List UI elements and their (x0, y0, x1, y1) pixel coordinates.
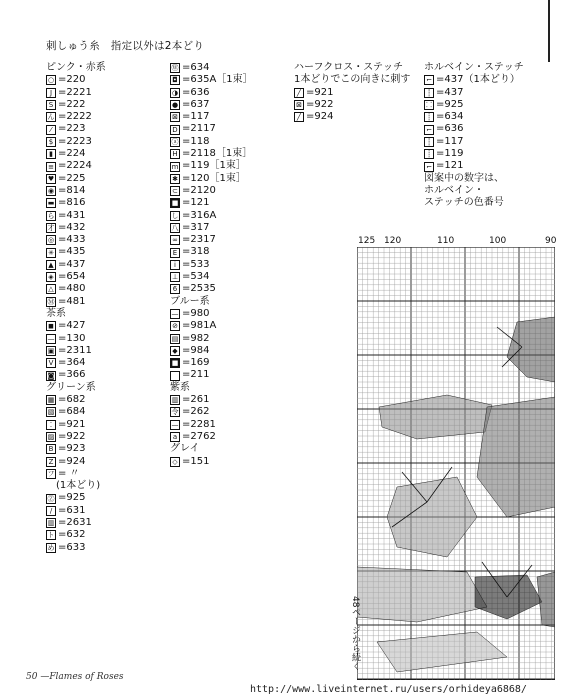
legend-item (170, 419, 253, 431)
stitch-symbol-icon: ▣ (47, 346, 55, 355)
thread-code: =984 (182, 344, 210, 356)
legend-item (46, 345, 106, 357)
thread-code: =223 (58, 123, 86, 135)
legend-item (294, 87, 410, 99)
stitch-symbol-icon: ✳ (46, 248, 56, 258)
legend-item (46, 320, 106, 332)
legend-group-heading: ピンク・赤系 (46, 62, 106, 73)
stitch-symbol-icon: し (171, 211, 179, 220)
thread-code: =432 (58, 221, 86, 233)
legend-group-heading: グレイ (170, 443, 200, 455)
stitch-symbol-icon: ん (47, 113, 55, 122)
stitch-symbol-icon: — (171, 420, 179, 429)
legend-item (46, 419, 106, 431)
stitch-symbol-icon: ⓐ (171, 137, 179, 146)
stitch-symbol-icon: ⸬ (424, 100, 434, 110)
thread-code: =816 (58, 197, 86, 209)
stitch-symbol-icon: フ (47, 469, 55, 478)
stitch-symbol-icon: ◼ (46, 321, 56, 331)
chart-grid (357, 247, 555, 680)
thread-code: =636 (436, 123, 464, 135)
thread-code: =921 (306, 86, 334, 98)
legend-item (294, 99, 410, 111)
legend-note: ホルベイン・ (424, 184, 484, 196)
legend-item (170, 136, 253, 148)
legend-group-heading: ホルベイン・ステッチ (424, 62, 524, 73)
axis-label-90: 90 (545, 236, 557, 246)
legend-item (170, 369, 253, 381)
thread-code: =682 (58, 394, 86, 406)
thread-code: =924 (58, 455, 86, 467)
legend-note: ステッチの色番号 (424, 197, 504, 209)
legend-item (424, 148, 524, 160)
stitch-symbol-icon: ◑ (171, 88, 179, 97)
thread-code: =2281 (182, 418, 216, 430)
legend-item (46, 136, 106, 148)
legend-item (170, 222, 253, 234)
thread-code: =635A［1束］ (182, 74, 253, 86)
legend-group-heading: 紫系 (170, 381, 190, 393)
thread-code: =2224 (58, 160, 92, 172)
legend-item (46, 246, 106, 258)
legend-item (46, 529, 106, 541)
thread-code: =684 (58, 406, 86, 418)
thread-code: =119［1束］ (182, 160, 246, 172)
legend-group-heading: 茶系 (46, 307, 66, 319)
stitch-symbol-icon: B (46, 444, 56, 454)
thread-code: =2223 (58, 135, 92, 147)
thread-code: =130 (58, 332, 86, 344)
legend-item (46, 222, 106, 234)
stitch-symbol-icon: ⌐ (424, 162, 434, 172)
legend-item (424, 74, 524, 86)
legend-item (46, 87, 106, 99)
legend-item (46, 369, 106, 381)
stitch-symbol-icon: ▥ (171, 396, 179, 405)
thread-code: =633 (58, 541, 86, 553)
thread-code: =318 (182, 246, 210, 258)
legend-item (170, 87, 253, 99)
stitch-symbol-icon: ▲ (46, 260, 56, 270)
stitch-symbol-icon: ┆ (424, 88, 434, 98)
legend-item (170, 160, 253, 172)
legend-column-3 (294, 62, 410, 123)
thread-code: =982 (182, 332, 210, 344)
thread-code: =2631 (58, 516, 92, 528)
legend-item (46, 111, 106, 123)
thread-code: =2120 (182, 184, 216, 196)
stitch-symbol-icon: $ (46, 137, 56, 147)
stitch-symbol-icon: Ⓦ (171, 64, 179, 73)
thread-code: =481 (58, 295, 86, 307)
thread-code: =2222 (58, 111, 92, 123)
legend-item (46, 394, 106, 406)
stitch-symbol-icon: ▦ (47, 396, 55, 405)
legend-item (424, 123, 524, 135)
stitch-symbol-icon: J (46, 88, 56, 98)
legend-item (424, 160, 524, 172)
stitch-symbol-icon: △ (46, 284, 56, 294)
legend-group-heading: 1本どりでこの向きに刺す (294, 74, 411, 86)
thread-code: =316A (182, 209, 217, 221)
legend-item (46, 283, 106, 295)
thread-code: =2762 (182, 430, 216, 442)
legend-item (294, 111, 410, 123)
legend-item (46, 406, 106, 418)
stitch-symbol-icon: ◇ (170, 457, 180, 467)
legend-item (46, 517, 106, 529)
stitch-symbol-icon: ⊂ (170, 186, 180, 196)
stitch-symbol-icon: ≡ (46, 162, 56, 172)
legend-item (46, 234, 106, 246)
thread-code: =632 (58, 529, 86, 541)
stitch-symbol-icon: ⌐ (424, 125, 434, 135)
legend-item (170, 148, 253, 160)
thread-code: =534 (182, 271, 210, 283)
legend-item (170, 320, 253, 332)
legend-item (46, 123, 106, 135)
stitch-symbol-icon: ⁄ (46, 125, 56, 135)
legend-item (170, 456, 253, 468)
stitch-symbol-icon: — (47, 334, 55, 343)
legend-item (424, 99, 524, 111)
stitch-symbol-icon: E (170, 248, 180, 258)
thread-code: =117 (182, 111, 210, 123)
thread-code: =151 (182, 455, 210, 467)
stitch-symbol-icon: ▮ (46, 149, 56, 159)
legend-item (46, 197, 106, 209)
thread-code: =121 (436, 160, 464, 172)
thread-code: =211 (182, 369, 210, 381)
legend-item (46, 431, 106, 443)
stitch-symbol-icon (170, 371, 180, 381)
axis-label-100: 100 (489, 236, 507, 246)
stitch-symbol-icon: ∞ (170, 235, 180, 245)
thread-code: =224 (58, 148, 86, 160)
stitch-symbol-icon: 令 (171, 408, 179, 417)
legend-item (424, 111, 524, 123)
legend-item (46, 492, 106, 504)
thread-code: =261 (182, 394, 210, 406)
legend-item (170, 357, 253, 369)
legend-note: (1本どり) (46, 480, 101, 492)
stitch-symbol-icon: H (170, 149, 180, 159)
thread-code: =981A (182, 320, 217, 332)
stitch-symbol-icon: ■ (171, 199, 179, 208)
thread-code: =654 (58, 271, 86, 283)
legend-item (46, 456, 106, 468)
stitch-symbol-icon: — (171, 310, 179, 319)
thread-code: =923 (58, 443, 86, 455)
thread-code: =814 (58, 184, 86, 196)
cross-stitch-chart (357, 247, 555, 680)
legend-item (46, 468, 106, 480)
thread-code: =637 (182, 98, 210, 110)
thread-code: =435 (58, 246, 86, 258)
thread-code: =169 (182, 357, 210, 369)
thread-code: =2535 (182, 283, 216, 295)
thread-code: =2221 (58, 86, 92, 98)
stitch-symbol-icon: ら (47, 211, 55, 220)
legend-item (170, 406, 253, 418)
stitch-symbol-icon: 6 (170, 284, 180, 294)
legend-item (170, 123, 253, 135)
page-title: 刺しゅう糸 指定以外は2本どり (46, 40, 205, 52)
stitch-symbol-icon: ● (171, 101, 179, 110)
thread-code: =631 (58, 504, 86, 516)
thread-code: =922 (58, 430, 86, 442)
legend-item (170, 173, 253, 185)
thread-code: =222 (58, 98, 86, 110)
legend-item (170, 99, 253, 111)
legend-column-1 (46, 62, 106, 554)
stitch-symbol-icon: ◙ (47, 371, 55, 380)
thread-code: =427 (58, 320, 86, 332)
thread-code: =437 (436, 86, 464, 98)
legend-item (46, 357, 106, 369)
stitch-symbol-icon: ト (47, 531, 55, 540)
stitch-symbol-icon: Z (46, 457, 56, 467)
thread-code: =2317 (182, 234, 216, 246)
thread-code: =925 (58, 492, 86, 504)
legend-column-4 (424, 62, 524, 210)
thread-code: =2118［1束］ (182, 148, 253, 160)
stitch-symbol-icon: ◉ (47, 187, 55, 196)
legend-item (170, 197, 253, 209)
legend-item (170, 185, 253, 197)
axis-label-125: 125 (358, 236, 376, 246)
legend-item (46, 148, 106, 160)
legend-item (46, 99, 106, 111)
thread-code: =262 (182, 406, 210, 418)
stitch-symbol-icon: ◆ (170, 346, 180, 356)
thread-code: =117 (436, 135, 464, 147)
stitch-symbol-icon: ⊠ (170, 112, 180, 122)
stitch-symbol-icon: ▧ (47, 408, 55, 417)
legend-item (46, 259, 106, 271)
legend-item (46, 443, 106, 455)
legend-item (46, 271, 106, 283)
thread-code: =2311 (58, 344, 92, 356)
legend-item (46, 296, 106, 308)
stitch-symbol-icon: m (171, 162, 179, 171)
legend-item (170, 74, 253, 86)
thread-code: =437（1本どり） (436, 74, 520, 86)
stitch-symbol-icon: Ⓜ (47, 297, 55, 306)
legend-item (170, 271, 253, 283)
thread-code: =634 (182, 62, 210, 73)
stitch-symbol-icon: ⊠ (294, 100, 304, 110)
legend-column-2 (170, 62, 253, 468)
stitch-symbol-icon: ⊥ (171, 273, 179, 282)
thread-code: =121 (182, 197, 210, 209)
thread-code: =921 (58, 418, 86, 430)
legend-item (424, 136, 524, 148)
thread-code: =225 (58, 172, 86, 184)
thread-code: =317 (182, 221, 210, 233)
thread-code: =437 (58, 258, 86, 270)
stitch-symbol-icon: ■ (171, 359, 179, 368)
stitch-symbol-icon: ╱ (294, 88, 304, 98)
legend-note: 図案中の数字は、 (424, 172, 504, 184)
thread-code: =120［1束］ (182, 172, 246, 184)
thread-code: =480 (58, 283, 86, 295)
stitch-symbol-icon: ◈ (46, 272, 56, 282)
stitch-symbol-icon: ✱ (170, 174, 180, 184)
legend-item (170, 259, 253, 271)
thread-code: =366 (58, 369, 86, 381)
legend-group-heading: グリーン系 (46, 381, 96, 393)
legend-item (170, 431, 253, 443)
legend-item (170, 234, 253, 246)
stitch-symbol-icon: D (170, 125, 180, 135)
legend-item (170, 283, 253, 295)
continued-note: 48ページから続く (350, 596, 360, 671)
stitch-symbol-icon: ◎ (47, 236, 55, 245)
stitch-symbol-icon: ⊘ (170, 321, 180, 331)
stitch-symbol-icon: め (47, 543, 55, 552)
thread-code: =119 (436, 148, 464, 160)
legend-item (46, 74, 106, 86)
thread-code: =433 (58, 234, 86, 246)
stitch-symbol-icon: ⁚ (46, 420, 56, 430)
stitch-symbol-icon: ┆ (424, 137, 434, 147)
stitch-symbol-icon: ▤ (171, 334, 179, 343)
stitch-symbol-icon: ╱ (294, 112, 304, 122)
thread-code: =431 (58, 209, 86, 221)
stitch-symbol-icon: ▥ (47, 519, 55, 528)
thread-code: =118 (182, 135, 210, 147)
legend-item (46, 505, 106, 517)
legend-item (170, 246, 253, 258)
stitch-symbol-icon: i (170, 260, 180, 270)
stitch-symbol-icon: 八 (171, 224, 179, 232)
thread-code: =220 (58, 74, 86, 86)
legend-item (170, 308, 253, 320)
legend-item (46, 210, 106, 222)
source-url: http://www.liveinternet.ru/users/orhideya6868/ (250, 684, 527, 695)
stitch-symbol-icon: ◘ (170, 75, 180, 85)
stitch-symbol-icon: V (46, 358, 56, 368)
stitch-symbol-icon: a (170, 432, 180, 442)
stitch-symbol-icon: ○ (47, 76, 55, 85)
legend-item (46, 542, 106, 554)
legend-item (46, 173, 106, 185)
legend-item (170, 345, 253, 357)
thread-code: =364 (58, 357, 86, 369)
legend-item (170, 333, 253, 345)
legend-item (170, 210, 253, 222)
thread-code: =533 (182, 258, 210, 270)
legend-item (170, 394, 253, 406)
axis-label-120: 120 (384, 236, 402, 246)
thread-code: =2117 (182, 123, 216, 135)
legend-item (170, 111, 253, 123)
stitch-symbol-icon: ♥ (47, 174, 55, 183)
legend-group-heading: ブルー系 (170, 295, 210, 307)
stitch-symbol-icon: 才 (47, 224, 55, 232)
legend-group-heading: ハーフクロス・ステッチ (294, 62, 403, 73)
stitch-symbol-icon: ┊ (424, 112, 434, 122)
legend-item (424, 87, 524, 99)
legend-item (46, 160, 106, 172)
stitch-symbol-icon: S (46, 100, 56, 110)
legend-item (170, 62, 253, 74)
thread-code: =980 (182, 307, 210, 319)
thread-code: =924 (306, 111, 334, 123)
thread-code: =634 (436, 111, 464, 123)
stitch-symbol-icon: ┊ (424, 149, 434, 159)
stitch-symbol-icon: ▨ (47, 433, 55, 442)
page-edge-line (548, 0, 550, 62)
thread-code: = 〃 (58, 467, 80, 479)
stitch-symbol-icon: ▬ (47, 199, 55, 208)
stitch-symbol-icon: ⌐ (424, 75, 434, 85)
axis-label-110: 110 (437, 236, 455, 246)
legend-item (46, 333, 106, 345)
stitch-symbol-icon: / (46, 506, 56, 516)
legend-item (46, 185, 106, 197)
stitch-symbol-icon: Ⓩ (47, 494, 55, 503)
thread-code: =925 (436, 98, 464, 110)
page-footer: 50 —Flames of Roses (26, 672, 124, 682)
thread-code: =922 (306, 98, 334, 110)
thread-code: =636 (182, 86, 210, 98)
